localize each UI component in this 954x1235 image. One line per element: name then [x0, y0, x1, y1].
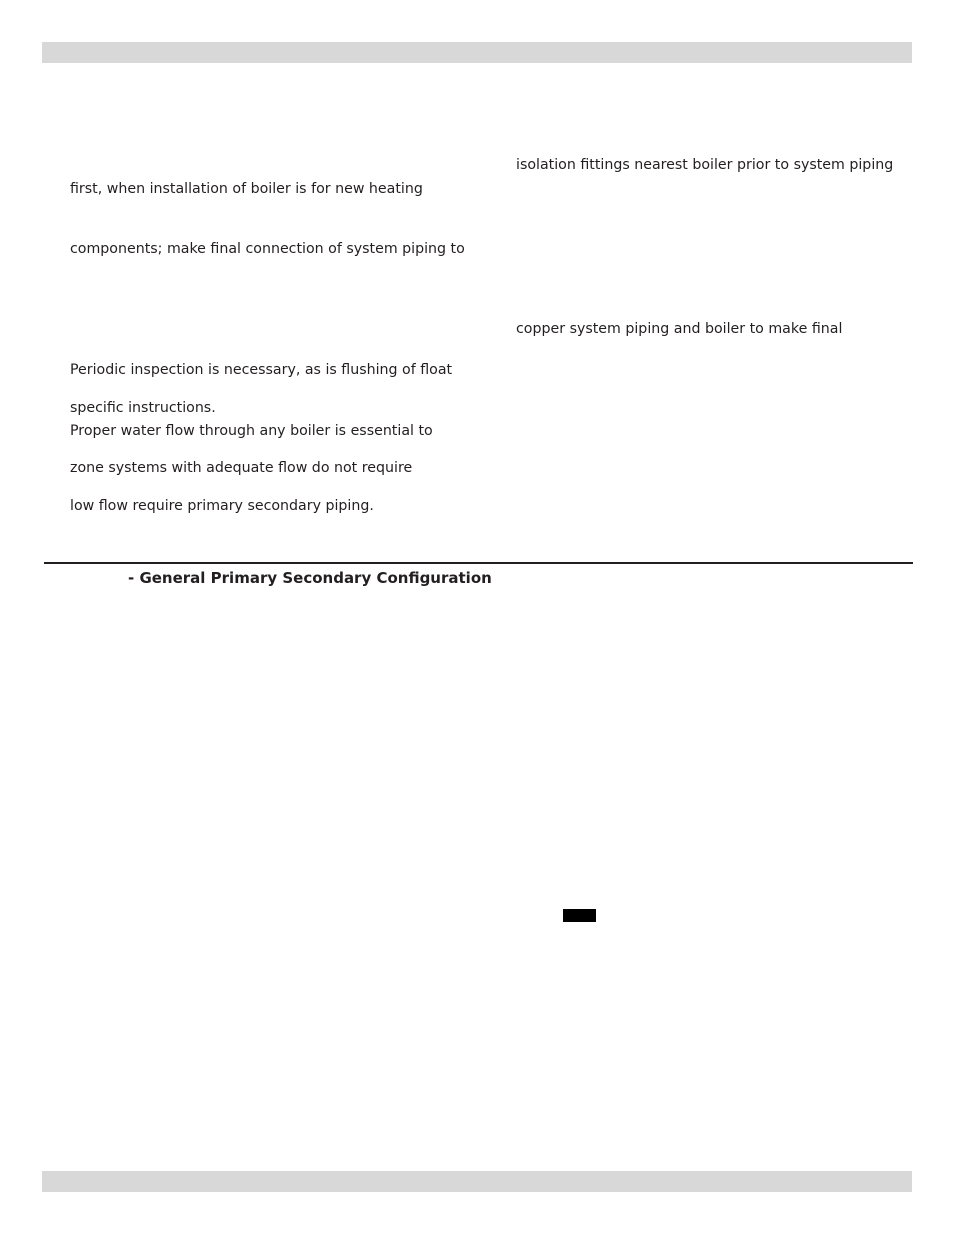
right-text-line-1: isolation fittings nearest boiler prior to system piping	[516, 157, 894, 173]
figure-divider	[44, 562, 913, 564]
left-text-line-5: Proper water flow through any boiler is essential to	[70, 423, 433, 439]
left-text-line-4: specific instructions.	[70, 400, 216, 416]
figure-caption: - General Primary Secondary Configuration	[128, 569, 492, 587]
left-text-line-6: zone systems with adequate flow do not require	[70, 460, 413, 476]
footer-band	[42, 1171, 912, 1192]
left-text-line-3: Periodic inspection is necessary, as is flushing of float	[70, 362, 453, 378]
redaction-box	[563, 909, 596, 922]
header-band	[42, 42, 912, 63]
left-text-line-1: first, when installation of boiler is for new heating	[70, 181, 423, 197]
left-text-line-2: components; make final connection of system piping to	[70, 241, 465, 257]
right-text-line-2: copper system piping and boiler to make final	[516, 321, 843, 337]
left-text-line-7: low flow require primary secondary piping.	[70, 498, 374, 514]
